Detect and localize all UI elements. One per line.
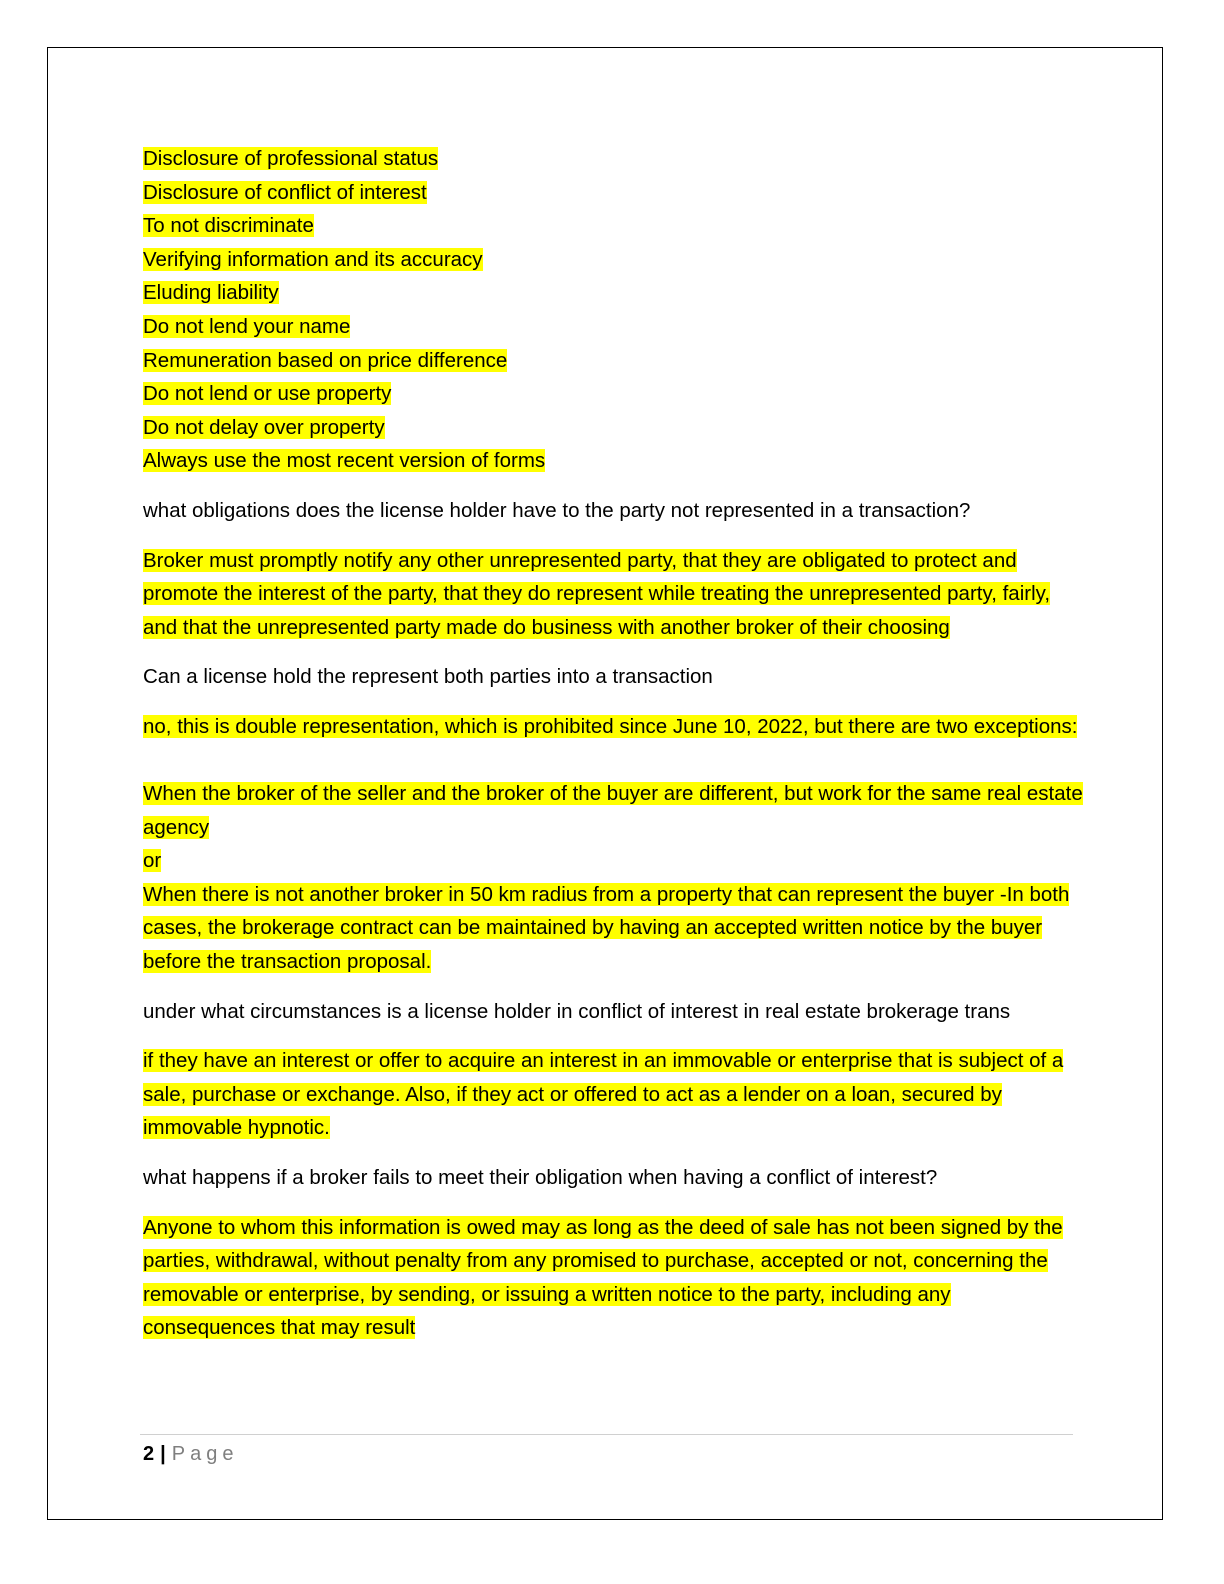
document-body bbox=[143, 142, 1083, 1345]
list-item: Disclosure of professional status bbox=[143, 147, 439, 170]
footer-separator: | bbox=[160, 1443, 166, 1465]
list-item: Remuneration based on price difference bbox=[143, 348, 508, 372]
list-item: Do not lend your name bbox=[143, 314, 351, 338]
list-item: Always use the most recent version of forms bbox=[143, 449, 546, 473]
answer-4: Anyone to whom this information is owed may as long as the deed of sale has not been signed by the parties, withdrawal, without penalty from any promised to purchase, accepted or not, concerning the removable or enterprise, by sending, or issuing a written notice to the party, including any consequences that may result bbox=[143, 1215, 1063, 1340]
page-footer bbox=[143, 1440, 238, 1468]
answer-3: if they have an interest or offer to acquire an interest in an immovable or enterprise that is subject of a sale, purchase or exchange. Also, if they act or offered to act as a lender on a loan, secured by immovable hypnotic. bbox=[143, 1049, 1064, 1140]
list-item: To not discriminate bbox=[143, 214, 314, 238]
answer-2 bbox=[143, 710, 1083, 979]
list-item: Eluding liability bbox=[143, 281, 279, 305]
answer-2-case-2: When there is not another broker in 50 km radius from a property that can represent the buyer -In both cases, the brokerage contract can be maintained by having an accepted written notice by the buyer before the transaction proposal. bbox=[143, 882, 1070, 974]
answer-2-case-1: When the broker of the seller and the broker of the buyer are different, but work for the same real estate agency bbox=[143, 782, 1083, 839]
page-label: Page bbox=[171, 1443, 239, 1465]
question-1: what obligations does the license holder have to the party not represented in a transaction? bbox=[143, 498, 971, 522]
answer-1: Broker must promptly notify any other unrepresented party, that they are obligated to protect and promote the interest of the party, that they do represent while treating the unrepresented party, fairly, and that the unrepresented party made do business with another broker of their choosing bbox=[143, 548, 1051, 639]
footer-divider bbox=[140, 1434, 1073, 1435]
list-item: Verifying information and its accuracy bbox=[143, 247, 483, 271]
question-3: under what circumstances is a license holder in conflict of interest in real estate brokerage trans bbox=[143, 999, 1011, 1023]
question-4: what happens if a broker fails to meet their obligation when having a conflict of interest? bbox=[143, 1166, 938, 1190]
question-2: Can a license hold the represent both parties into a transaction bbox=[143, 665, 713, 689]
list-item: Do not lend or use property bbox=[143, 382, 392, 406]
list-item: Disclosure of conflict of interest bbox=[143, 180, 427, 204]
answer-2-intro: no, this is double representation, which is prohibited since June 10, 2022, but there are two exceptions: bbox=[143, 714, 1078, 738]
page-number: 2 bbox=[143, 1443, 155, 1465]
blank-line bbox=[143, 744, 1083, 778]
list-item: Do not delay over property bbox=[143, 415, 385, 439]
obligations-list bbox=[143, 142, 1083, 478]
answer-2-or: or bbox=[143, 849, 162, 873]
